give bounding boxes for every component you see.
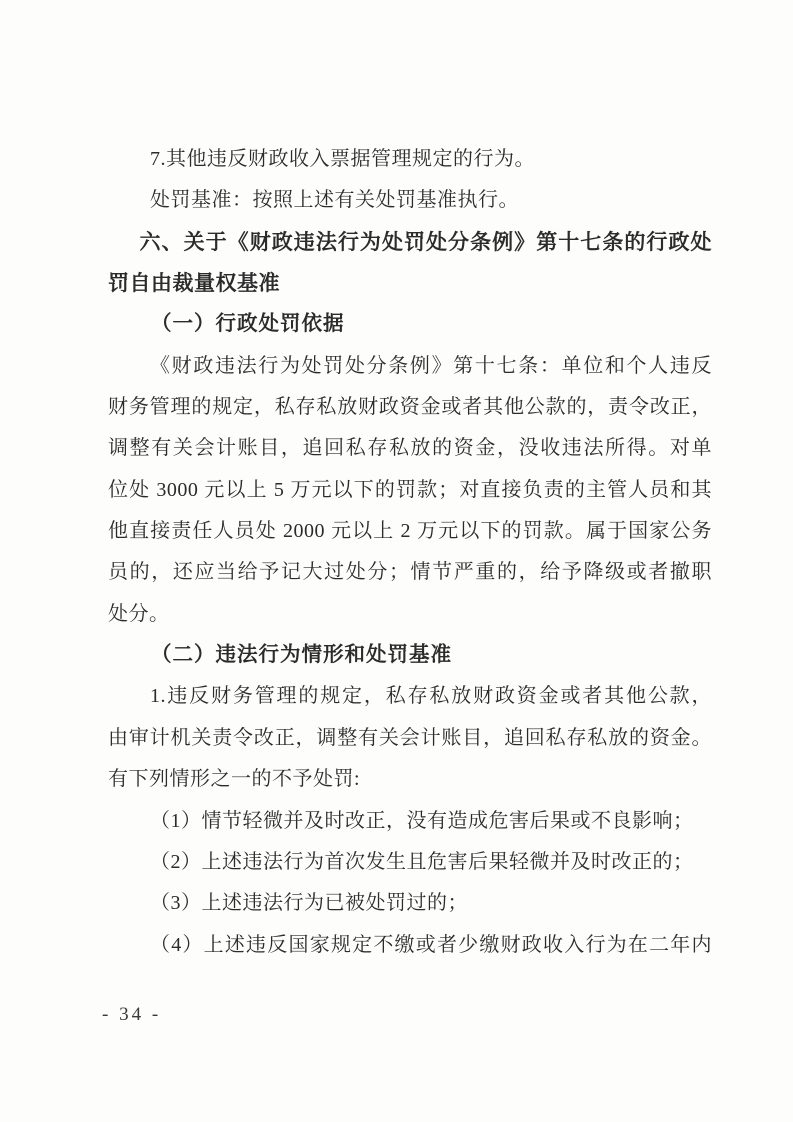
body-line: 财务管理的规定，私存私放财政资金或者其他公款的，责令改正， — [108, 396, 712, 419]
body-line: 员的，还应当给予记大过处分；情节严重的，给予降级或者撤职 — [108, 561, 712, 584]
body-line: 调整有关会计账目，追回私存私放的资金，没收违法所得。对单 — [108, 437, 712, 460]
body-line: 《财政违法行为处罚处分条例》第十七条：单位和个人违反 — [150, 354, 712, 377]
body-line: 位处 3000 元以上 5 万元以下的罚款；对直接负责的主管人员和其 — [108, 478, 712, 501]
page-number: - 34 - — [102, 1004, 162, 1025]
list-item-line: （3）上述违法行为已被处罚过的； — [150, 892, 468, 915]
subsection-heading: （二）违法行为情形和处罚基准 — [151, 644, 453, 667]
section-heading-line: 六、关于《财政违法行为处罚处分条例》第十七条的行政处 — [139, 230, 712, 254]
subsection-heading: （一）行政处罚依据 — [151, 313, 345, 336]
document-text-block — [108, 139, 712, 966]
list-item-line: （2）上述违法行为首次发生且危害后果轻微并及时改正的； — [150, 850, 694, 873]
body-line: 7.其他违反财政收入票据管理规定的行为。 — [150, 148, 535, 170]
body-line: 由审计机关责令改正，调整有关会计账目，追回私存私放的资金。 — [108, 726, 712, 749]
body-line: 处分。 — [108, 602, 170, 625]
body-line: 有下列情形之一的不予处罚: — [108, 768, 361, 791]
body-line: 他直接责任人员处 2000 元以上 2 万元以下的罚款。属于国家公务 — [108, 520, 712, 543]
list-item-line: （4）上述违反国家规定不缴或者少缴财政收入行为在二年内 — [150, 933, 712, 956]
list-item-line: （1）情节轻微并及时改正，没有造成危害后果或不良影响； — [150, 809, 694, 832]
body-line: 1.违反财务管理的规定，私存私放财政资金或者其他公款， — [150, 685, 712, 708]
body-line: 处罚基准：按照上述有关处罚基准执行。 — [150, 189, 519, 212]
section-heading-line: 罚自由裁量权基准 — [108, 272, 280, 296]
